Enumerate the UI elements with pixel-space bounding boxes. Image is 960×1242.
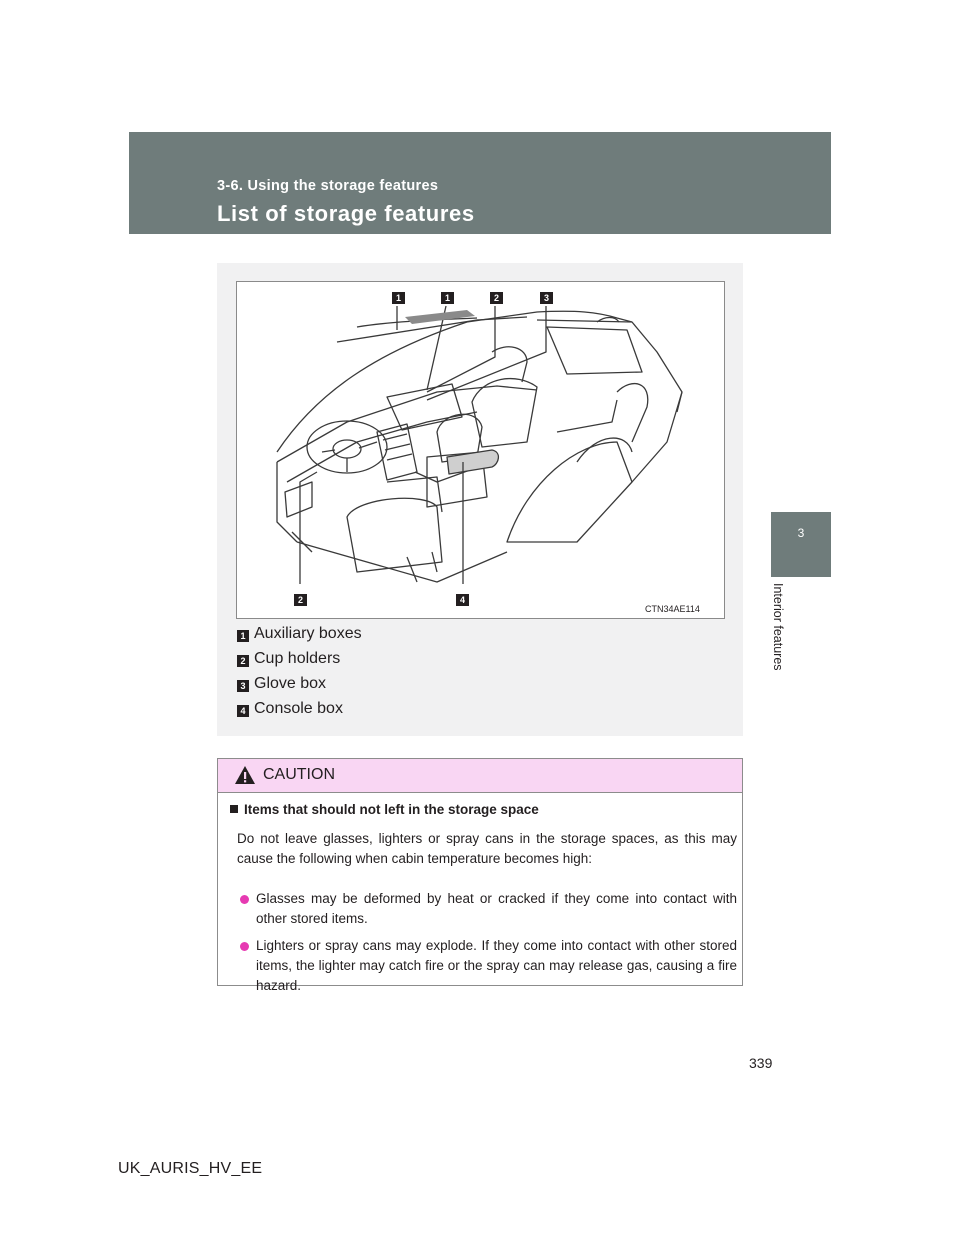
callout-4: 4 <box>456 594 469 606</box>
caution-heading-text: Items that should not left in the storage space <box>244 802 539 817</box>
chapter-tab <box>771 512 831 577</box>
legend-number: 3 <box>237 680 249 692</box>
caution-header <box>218 759 742 793</box>
callout-2b: 2 <box>294 594 307 606</box>
caution-paragraph: Do not leave glasses, lighters or spray cans in the storage spaces, as this may cause the following when cabin temperature becomes high: <box>237 831 737 866</box>
chapter-label-container <box>772 583 798 693</box>
legend-number: 1 <box>237 630 249 642</box>
caution-bullet-text: Glasses may be deformed by heat or cracked if they come into contact with other stored items. <box>256 891 737 926</box>
figure-panel <box>217 263 743 736</box>
document-code: UK_AURIS_HV_EE <box>118 1160 263 1177</box>
car-interior-drawing <box>237 282 724 618</box>
legend-label: Auxiliary boxes <box>254 625 362 642</box>
callout-3: 3 <box>540 292 553 304</box>
callout-2a: 2 <box>490 292 503 304</box>
chapter-label: Interior features <box>771 583 785 671</box>
section-subtitle: 3-6. Using the storage features <box>217 178 439 194</box>
callout-1b: 1 <box>441 292 454 304</box>
caution-bullet <box>256 936 737 996</box>
section-header <box>129 132 831 234</box>
page-title: List of storage features <box>217 201 475 226</box>
caution-bullet-text: Lighters or spray cans may explode. If they come into contact with other stored items, the lighter may catch fire or the spray can may release gas, causing a fire hazard. <box>256 938 737 993</box>
warning-icon <box>234 765 256 785</box>
callout-1a: 1 <box>392 292 405 304</box>
caution-box <box>217 758 743 993</box>
caution-bullet <box>256 889 737 929</box>
chapter-number: 3 <box>797 526 805 540</box>
page-number: 339 <box>749 1055 773 1071</box>
legend-label: Cup holders <box>254 650 341 667</box>
legend-number: 4 <box>237 705 249 717</box>
interior-illustration <box>236 281 725 619</box>
square-bullet-icon <box>230 805 238 813</box>
legend-label: Console box <box>254 700 343 717</box>
bullet-dot-icon <box>240 942 249 951</box>
caution-heading <box>230 802 539 817</box>
bullet-dot-icon <box>240 895 249 904</box>
legend-label: Glove box <box>254 675 327 692</box>
legend-number: 2 <box>237 655 249 667</box>
figure-code: CTN34AE114 <box>645 604 700 614</box>
caution-title: CAUTION <box>263 766 335 783</box>
